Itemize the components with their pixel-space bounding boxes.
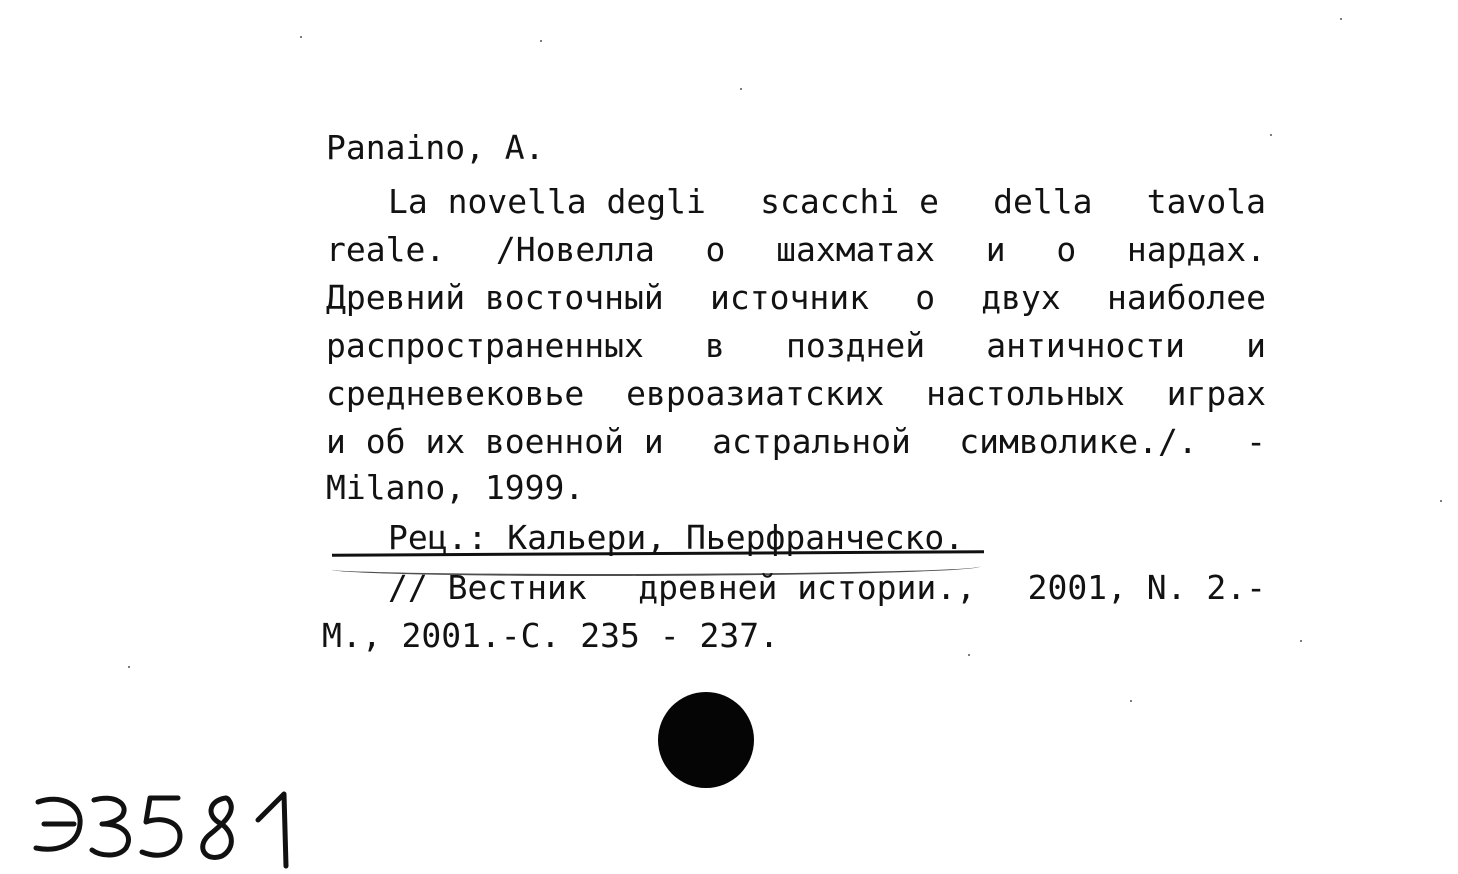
- title-word: евроазиатских: [626, 374, 885, 413]
- title-word: о: [1056, 230, 1077, 269]
- author-line: Panaino, A.: [326, 128, 545, 167]
- title-word: /Новелла: [495, 230, 655, 269]
- title-line-5: [326, 372, 1266, 416]
- title-word: в: [705, 326, 725, 365]
- imprint-line: Milano, 1999.: [326, 468, 585, 507]
- scan-speck: [740, 88, 742, 90]
- scan-speck: [968, 654, 970, 656]
- title-word: наиболее: [1107, 278, 1266, 317]
- title-word: античности: [986, 326, 1185, 365]
- scan-speck: [1340, 18, 1342, 20]
- title-word: поздней: [786, 326, 926, 365]
- title-word: и об их военной и: [326, 422, 664, 461]
- title-word: tavola: [1146, 182, 1266, 221]
- title-word: распространенных: [326, 326, 644, 365]
- title-word: Древний восточный: [326, 278, 664, 317]
- scan-speck: [128, 666, 130, 668]
- title-line-3: [326, 276, 1266, 320]
- title-word: символике./.: [959, 422, 1198, 461]
- review-label: Рец.: Кальери, Пьерфранческо.: [388, 518, 965, 557]
- punch-hole: [658, 692, 754, 788]
- title-word: шахматах: [776, 230, 936, 269]
- handwritten-number: [30, 790, 320, 870]
- title-word: о: [915, 278, 936, 317]
- title-line-4: [326, 324, 1266, 368]
- scan-speck: [1300, 640, 1302, 642]
- title-word: scacchi e: [760, 182, 939, 221]
- scan-speck: [1270, 134, 1272, 136]
- title-word: della: [993, 182, 1093, 221]
- scan-speck: [300, 36, 302, 38]
- title-word: и: [985, 230, 1006, 269]
- title-word: астральной: [712, 422, 911, 461]
- title-word: двух: [981, 278, 1061, 317]
- title-word: о: [705, 230, 726, 269]
- title-line-2: [326, 228, 1266, 272]
- title-word: reale.: [326, 230, 446, 269]
- source-word: древней истории.,: [638, 568, 977, 607]
- title-word: играх: [1166, 374, 1266, 413]
- scan-speck: [1130, 700, 1132, 702]
- title-word: La novella degli: [388, 182, 706, 221]
- source-word: // Вестник: [388, 568, 587, 607]
- title-line-6: [326, 420, 1266, 464]
- title-word: нардах.: [1126, 230, 1266, 269]
- title-word: -: [1246, 422, 1266, 461]
- title-line-1: [326, 180, 1266, 224]
- source-line-1: [388, 566, 1266, 610]
- source-word: 2001, N. 2.-: [1027, 568, 1266, 607]
- scan-speck: [1440, 500, 1442, 502]
- title-word: настольных: [926, 374, 1125, 413]
- scan-speck: [540, 40, 542, 42]
- source-line-2: М., 2001.-С. 235 - 237.: [322, 616, 779, 655]
- title-word: средневековье: [326, 374, 585, 413]
- title-word: источник: [710, 278, 869, 317]
- title-word: и: [1246, 326, 1266, 365]
